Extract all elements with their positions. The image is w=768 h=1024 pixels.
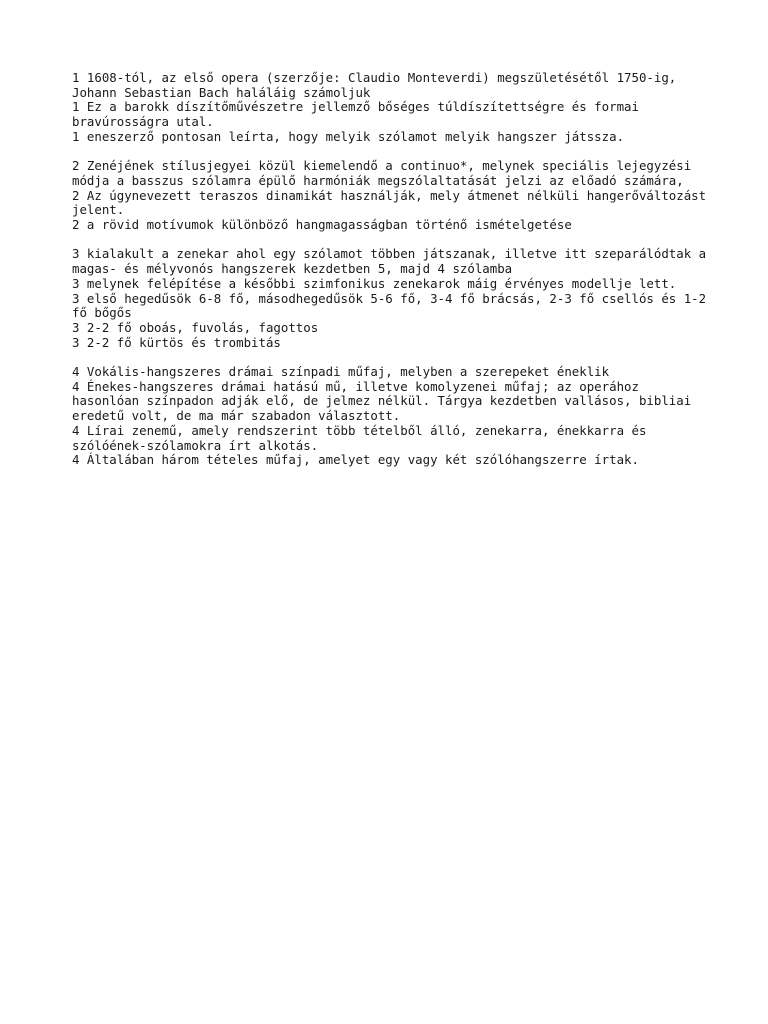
text-line: 3 első hegedűsök 6-8 fő, másodhegedűsök 5-6 fő, 3-4 fő brácsás, 2-3 fő csellós és 1-2 fő bőgős — [72, 290, 714, 321]
text-line: 3 2-2 fő kürtös és trombitás — [72, 334, 281, 350]
document-page — [72, 71, 712, 483]
text-line: 3 kialakult a zenekar ahol egy szólamot többen játszanak, illetve itt szeparálódtak a magas- és mélyvonós hangszerek kezdetben 5, majd 4 szólamba — [72, 246, 714, 277]
paragraph-3 — [72, 247, 712, 350]
text-line: 1 eneszerző pontosan leírta, hogy melyik szólamot melyik hangszer játssza. — [72, 128, 625, 144]
text-line: 2 Zenéjének stílusjegyei közül kiemelendő a continuo*, melynek speciális lejegyzési módja a basszus szólamra épülő harmóniák megszólaltatását jelzi az előadó számára, — [72, 158, 699, 188]
paragraph-4 — [72, 365, 712, 468]
text-line: 4 Énekes-hangszeres drámai hatású mű, illetve komolyzenei műfaj; az operához hasonlóan színpadon adják elő, de jelmez nélkül. Tárgya kezdetben vallásos, bibliai eredetű volt, de ma már szabadon választott. — [72, 378, 699, 424]
paragraph-1 — [72, 71, 712, 145]
text-line: 4 Általában három tételes műfaj, amelyet egy vagy két szólóhangszerre írtak. — [72, 452, 639, 468]
text-line: 3 2-2 fő oboás, fuvolás, fagottos — [72, 319, 319, 335]
text-line: 2 Az úgynevezett teraszos dinamikát használják, mely átmenet nélküli hangerőváltozást jelent. — [72, 187, 714, 218]
text-line: 4 Vokális-hangszeres drámai színpadi műfaj, melyben a szerepeket éneklik — [72, 364, 610, 380]
text-line: 3 melynek felépítése a későbbi szimfonikus zenekarok máig érvényes modellje lett. — [72, 275, 677, 291]
paragraph-2 — [72, 159, 712, 233]
text-line: 1 1608-tól, az első opera (szerzője: Claudio Monteverdi) megszületésétől 1750-ig, Johann Sebastian Bach haláláig számoljuk — [72, 70, 684, 100]
text-line: 4 Lírai zenemű, amely rendszerint több tételből álló, zenekarra, énekkarra és szólóének-szólamokra írt alkotás. — [72, 422, 654, 453]
text-line: 2 a rövid motívumok különböző hangmagasságban történő ismételgetése — [72, 217, 572, 233]
text-line: 1 Ez a barokk díszítőművészetre jellemző bőséges túldíszítettségre és formai bravúrosságra utal. — [72, 99, 647, 130]
